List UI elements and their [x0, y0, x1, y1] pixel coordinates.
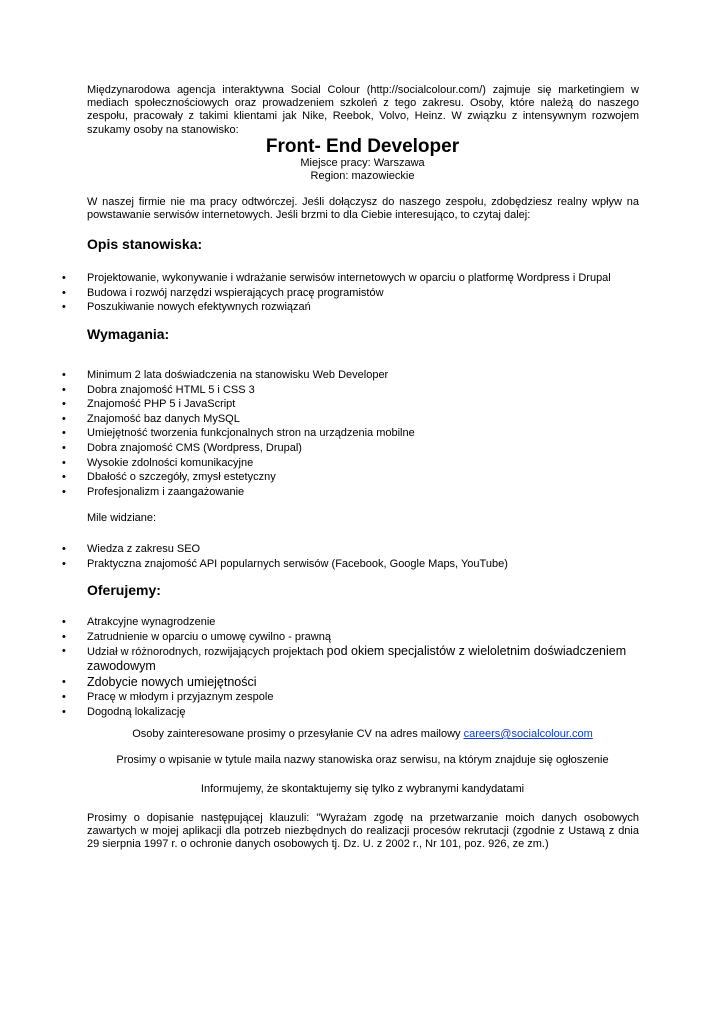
list-item — [0, 644, 647, 674]
list-item: • Minimum 2 lata doświadczenia na stanowisku Web Developer — [0, 368, 647, 383]
job-region: Region: mazowieckie — [310, 170, 415, 182]
contact-paragraph: Informujemy, że skontaktujemy się tylko z wybranymi kandydatami — [200, 783, 525, 795]
list-item: • Znajomość PHP 5 i JavaScript — [0, 397, 647, 412]
clause-paragraph: Prosimy o dopisanie następującej klauzuli: "Wyrażam zgodę na przetwarzanie moich danych osobowych zawartych w mojej aplikacji dla potrzeb niezbędnych do realizacji procesów rekrutacji (zgodnie z Ustawą z dnia 29 sierpnia 1997 r. o ochronie danych osobowych tj. Dz. U. z 2002 r., Nr 101, poz. 926, ze zm.) — [87, 812, 639, 851]
offer-list — [0, 615, 647, 719]
list-item: • Profesjonalizm i zaangażowanie — [0, 485, 647, 500]
list-item: • Pracę w młodym i przyjaznym zespole — [0, 690, 647, 705]
intro-paragraph: Międzynarodowa agencja interaktywna Social Colour (http://socialcolour.com/) zajmuje się marketingiem w mediach społecznościowych oraz prowadzeniem szkoleń z tego zakresu. Osoby, które należą do naszego zespołu, pracowały z takimi klientami jak Nike, Reebok, Volvo, Heinz. W związku z intensywnym rozwojem szukamy osoby na stanowisko: — [87, 84, 639, 136]
subject-paragraph: Prosimy o wpisanie w tytule maila nazwy stanowiska oraz serwisu, na którym znajduje się ogłoszenie — [116, 754, 609, 766]
apply-text: Osoby zainteresowane prosimy o przesyłanie CV na adres mailowy — [132, 728, 464, 740]
list-item: • Umiejętność tworzenia funkcjonalnych stron na urządzenia mobilne — [0, 426, 647, 441]
nice-to-have-label: Mile widziane: — [87, 512, 157, 524]
requirements-list — [0, 368, 647, 499]
list-item: • Dobra znajomość CMS (Wordpress, Drupal) — [0, 441, 647, 456]
list-item: • Budowa i rozwój narzędzi wspierających pracę programistów — [0, 286, 647, 301]
list-item: • Znajomość baz danych MySQL — [0, 412, 647, 427]
offer-item-part: Udział w różnorodnych, rozwijających projektach — [87, 646, 327, 659]
list-item: • Poszukiwanie nowych efektywnych rozwiązań — [0, 300, 647, 315]
list-item: • Zatrudnienie w oparciu o umowę cywilno - prawną — [0, 630, 647, 645]
requirements-heading: Wymagania: — [87, 326, 170, 342]
list-item: • Zdobycie nowych umiejętności — [0, 674, 647, 690]
list-item: • Wysokie zdolności komunikacyjne — [0, 456, 647, 471]
company-paragraph: W naszej firmie nie ma pracy odtwórczej. Jeśli dołączysz do naszego zespołu, zdobędziesz realny wpływ na powstawanie serwisów internetowych. Jeśli brzmi to dla Ciebie interesująco, to czytaj dalej: — [87, 196, 639, 222]
list-item: • Praktyczna znajomość API popularnych serwisów (Facebook, Google Maps, YouTube) — [0, 557, 647, 572]
list-item: • Wiedza z zakresu SEO — [0, 542, 647, 557]
list-item: • Atrakcyjne wynagrodzenie — [0, 615, 647, 630]
description-list — [0, 271, 647, 315]
list-item: • Dobra znajomość HTML 5 i CSS 3 — [0, 383, 647, 398]
offer-heading: Oferujemy: — [87, 582, 161, 598]
job-title: Front- End Developer — [265, 136, 460, 157]
job-location: Miejsce pracy: Warszawa — [300, 157, 425, 169]
nice-to-have-list — [0, 542, 647, 571]
list-item: • Projektowanie, wykonywanie i wdrażanie serwisów internetowych w oparciu o platformę Wordpress i Drupal — [0, 271, 647, 286]
apply-paragraph — [0, 728, 725, 740]
description-heading: Opis stanowiska: — [87, 236, 203, 252]
list-item: • Dogodną lokalizację — [0, 705, 647, 720]
offer-item-part: pod okiem specjalistów z wieloletnim doświadczeniem zawodowym — [87, 644, 627, 674]
email-link[interactable]: careers@socialcolour.com — [463, 728, 593, 740]
list-item: • Dbałość o szczegóły, zmysł estetyczny — [0, 470, 647, 485]
